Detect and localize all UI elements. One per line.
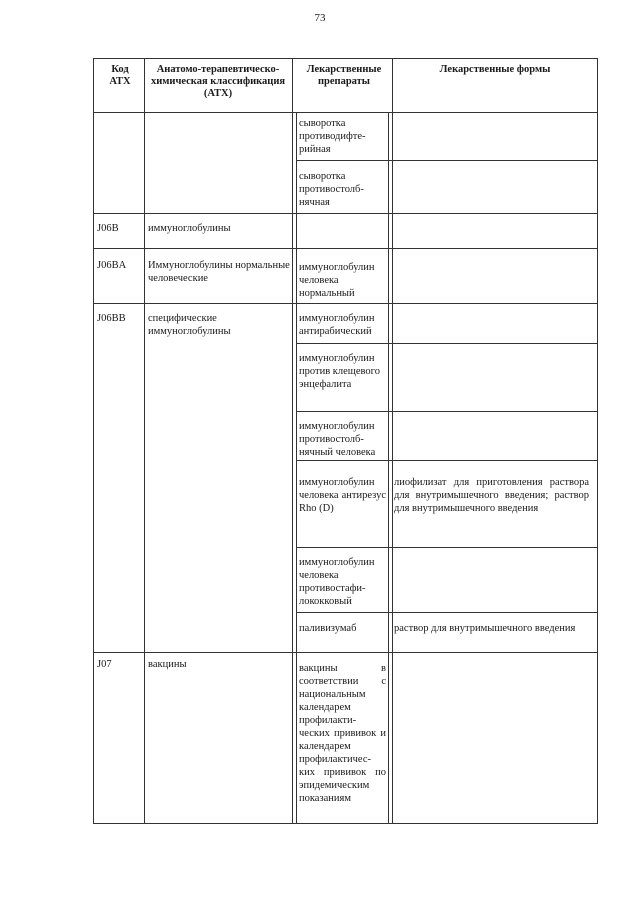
header-classification: Анатомо-терапевтическо-химическая классификация (АТХ) (150, 64, 286, 99)
drug-name: иммуноглобулин человека противостафи-лококковый (299, 557, 375, 607)
header-code: Код АТХ (109, 64, 131, 87)
drug-name: сыворотка противостолб-нячная (299, 171, 364, 208)
classification-name: специфические иммуноглобулины (148, 313, 231, 337)
row-line (296, 160, 598, 161)
row-line (93, 652, 598, 653)
drug-name: иммуноглобулин человека нормальный (299, 262, 375, 299)
dosage-form: лиофилизат для приготовления раствора для внутримышечного введения; раствор для внутримышечного введения (394, 477, 589, 514)
table-border-right (597, 58, 598, 824)
drug-name: иммуноглобулин противостолб-нячный человека (299, 421, 376, 458)
drug-name: иммуноглобулин человека антирезус Rho (D) (299, 477, 386, 514)
table-divider-classification (292, 58, 293, 824)
row-line (296, 343, 598, 344)
row-line (296, 460, 598, 461)
classification-name: Иммуноглобулины нормальные человеческие (148, 260, 290, 284)
row-line (296, 411, 598, 412)
table-border-left (93, 58, 94, 824)
header-bottom-line (93, 112, 598, 113)
atc-code: J06BA (97, 260, 127, 271)
row-line (296, 547, 598, 548)
drug-name: сыворотка противодифте-рийная (299, 118, 366, 155)
atc-code: J06B (97, 223, 119, 234)
table-divider-code (144, 58, 145, 824)
atc-code: J07 (97, 659, 112, 670)
table-divider-forms-inner (388, 112, 389, 824)
drug-name: паливизумаб (299, 623, 357, 634)
table-border-bottom (93, 823, 598, 824)
classification-name: иммуноглобулины (148, 223, 231, 234)
row-line (93, 213, 598, 214)
header-forms: Лекарственные формы (439, 64, 551, 75)
header-drugs: Лекарственные препараты (306, 64, 382, 87)
row-line (93, 248, 598, 249)
classification-name: вакцины (148, 659, 187, 670)
drug-name: вакцины в соответствии с национальным календарем профилакти-ческих прививок и календарем профилактичес-ких прививок по эпидемическим показаниям (299, 663, 386, 804)
row-line (93, 303, 598, 304)
atc-code: J06BB (97, 313, 126, 324)
row-line (296, 612, 598, 613)
table-border-top (93, 58, 598, 59)
table-divider-drugs (392, 58, 393, 824)
page-number: 73 (314, 12, 326, 24)
drug-name: иммуноглобулин против клещевого энцефалита (299, 353, 380, 390)
dosage-form: раствор для внутримышечного введения (394, 623, 576, 634)
drug-name: иммуноглобулин антирабический (299, 313, 375, 337)
table-divider-drugs-inner (296, 112, 297, 824)
